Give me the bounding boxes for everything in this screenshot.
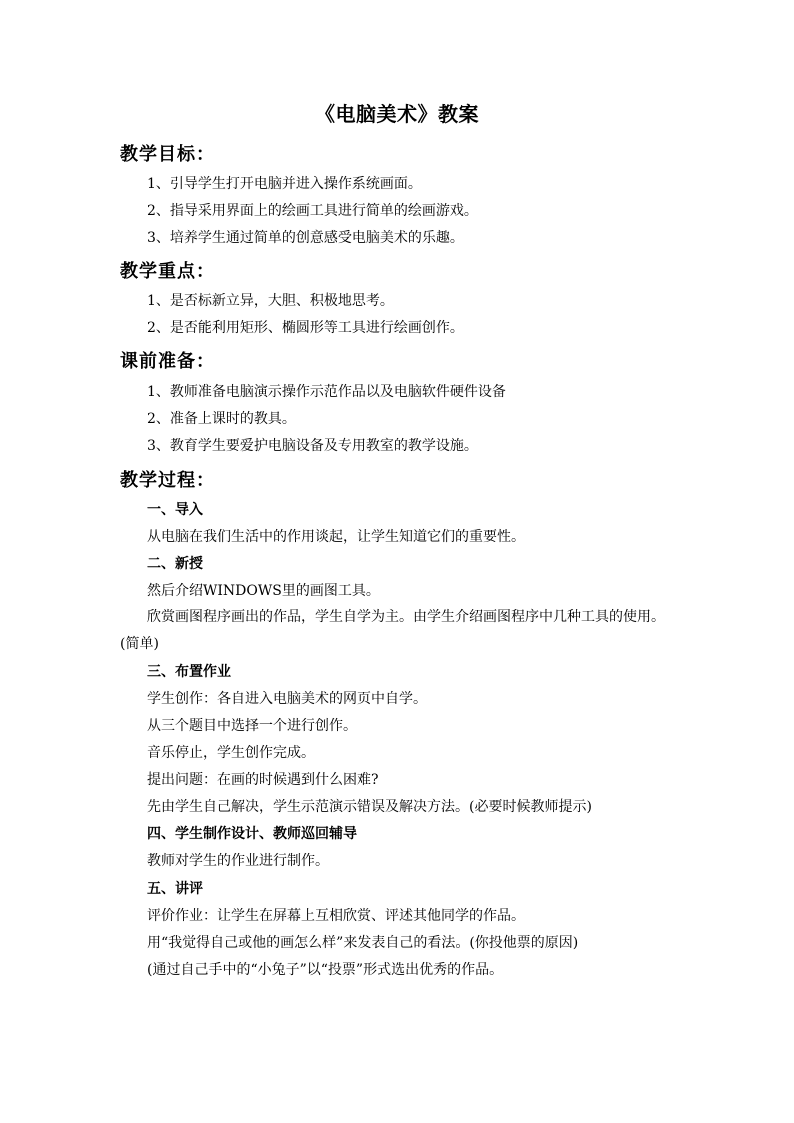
document-title: 《电脑美术》教案 bbox=[315, 102, 479, 126]
process-step-3-text-2: 从三个题目中选择一个进行创作。 bbox=[147, 718, 357, 734]
process-step-3-title: 三、布置作业 bbox=[147, 664, 231, 680]
process-step-5-title: 五、讲评 bbox=[147, 881, 203, 897]
prep-item-2: 2、准备上课时的教具。 bbox=[147, 411, 296, 427]
process-step-1-text: 从电脑在我们生活中的作用谈起，让学生知道它们的重要性。 bbox=[147, 529, 525, 545]
process-step-1-title: 一、导入 bbox=[147, 502, 203, 518]
process-step-3-text-3: 音乐停止，学生创作完成。 bbox=[147, 745, 315, 761]
process-step-3-text-5: 先由学生自己解决，学生示范演示错误及解决方法。(必要时候教师提示) bbox=[147, 799, 592, 815]
process-step-2-text-2: 欣赏画图程序画出的作品，学生自学为主。由学生介绍画图程序中几种工具的使用。(简单) bbox=[120, 609, 665, 652]
prep-item-3: 3、教育学生要爱护电脑设备及专用教室的教学设施。 bbox=[147, 438, 478, 454]
heading-key-points: 教学重点： bbox=[120, 261, 215, 282]
heading-preparation: 课前准备： bbox=[120, 351, 215, 372]
prep-item-1: 1、教师准备电脑演示操作示范作品以及电脑软件硬件设备 bbox=[147, 384, 506, 400]
process-step-4-title: 四、学生制作设计、教师巡回辅导 bbox=[147, 826, 357, 842]
process-step-2-title: 二、新授 bbox=[147, 556, 203, 572]
process-step-2-text-1: 然后介绍WINDOWS里的画图工具。 bbox=[147, 583, 380, 599]
goal-item-3: 3、培养学生通过简单的创意感受电脑美术的乐趣。 bbox=[147, 230, 464, 246]
process-step-5-text-1: 评价作业：让学生在屏幕上互相欣赏、评述其他同学的作品。 bbox=[147, 908, 525, 924]
process-step-5-text-3: (通过自己手中的“小兔子”以“投票”形式选出优秀的作品。 bbox=[147, 962, 504, 978]
process-step-5-text-2: 用“我觉得自己或他的画怎么样”来发表自己的看法。(你投他票的原因) bbox=[147, 935, 579, 951]
heading-teaching-process: 教学过程： bbox=[120, 470, 215, 491]
heading-teaching-goals: 教学目标： bbox=[120, 144, 215, 165]
process-step-4-text-1: 教师对学生的作业进行制作。 bbox=[147, 853, 329, 869]
goal-item-2: 2、指导采用界面上的绘画工具进行简单的绘画游戏。 bbox=[147, 203, 478, 219]
key-point-1: 1、是否标新立异，大胆、积极地思考。 bbox=[147, 293, 394, 309]
process-step-3-text-1: 学生创作：各自进入电脑美术的网页中自学。 bbox=[147, 691, 427, 707]
key-point-2: 2、是否能利用矩形、椭圆形等工具进行绘画创作。 bbox=[147, 320, 464, 336]
process-step-3-text-4: 提出问题：在画的时候遇到什么困难? bbox=[147, 772, 379, 788]
goal-item-1: 1、引导学生打开电脑并进入操作系统画面。 bbox=[147, 176, 422, 192]
